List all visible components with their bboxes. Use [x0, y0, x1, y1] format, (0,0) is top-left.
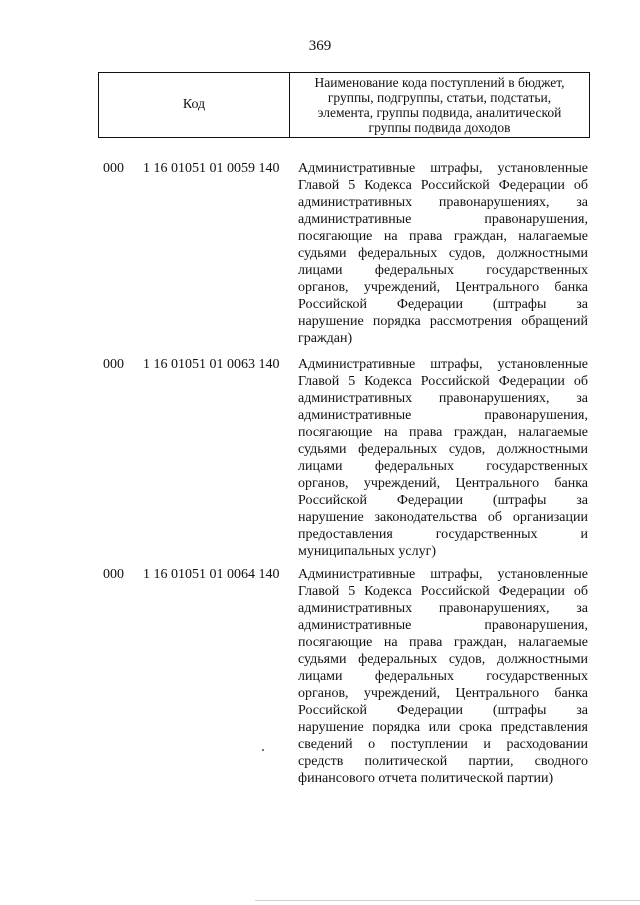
admin-code: 000	[103, 161, 124, 176]
description-line: лицами федеральных государственных	[298, 459, 588, 474]
description-line: Главой 5 Кодекса Российской Федерации об	[298, 374, 588, 389]
description-line: органов, учреждений, Центрального банка	[298, 280, 588, 295]
description-line: административные правонарушения,	[298, 408, 588, 423]
description-line: административных правонарушениях, за	[298, 601, 588, 616]
header-name-line: Наименование кода поступлений в бюджет,	[314, 75, 565, 90]
description-line: Административные штрафы, установленные	[298, 357, 588, 372]
description-line: нарушение законодательства об организации	[298, 510, 588, 525]
income-description	[298, 356, 588, 560]
admin-code: 000	[103, 567, 124, 582]
admin-code: 000	[103, 357, 124, 372]
description-line: муниципальных услуг)	[298, 544, 437, 559]
income-code: 1 16 01051 01 0059 140	[143, 161, 280, 176]
header-name-cell	[290, 73, 589, 137]
description-line: административных правонарушениях, за	[298, 195, 588, 210]
description-line: административные правонарушения,	[298, 618, 588, 633]
description-line: Главой 5 Кодекса Российской Федерации об	[298, 178, 588, 193]
income-description	[298, 160, 588, 347]
income-description	[298, 566, 588, 787]
income-code: 1 16 01051 01 0064 140	[143, 567, 280, 582]
scan-speck	[262, 749, 264, 751]
description-line: Главой 5 Кодекса Российской Федерации об	[298, 584, 588, 599]
description-line: Административные штрафы, установленные	[298, 567, 588, 582]
header-name-line: группы подвида доходов	[368, 120, 511, 135]
income-code: 1 16 01051 01 0063 140	[143, 357, 280, 372]
description-line: судьями федеральных судов, должностными	[298, 652, 588, 667]
description-line: лицами федеральных государственных	[298, 669, 588, 684]
description-line: посягающие на права граждан, налагаемые	[298, 635, 588, 650]
description-line: финансового отчета политической партии)	[298, 771, 554, 786]
description-line: Российской Федерации (штрафы за	[298, 493, 588, 508]
description-line: сведений о поступлении и расходовании	[298, 737, 588, 752]
description-line: органов, учреждений, Центрального банка	[298, 476, 588, 491]
description-line: нарушение порядка или срока представления	[298, 720, 588, 735]
description-line: граждан)	[298, 331, 353, 346]
header-name-line: группы, подгруппы, статьи, подстатьи,	[327, 90, 552, 105]
description-line: лицами федеральных государственных	[298, 263, 588, 278]
description-line: нарушение порядка рассмотрения обращений	[298, 314, 588, 329]
description-line: судьями федеральных судов, должностными	[298, 442, 588, 457]
page-edge-line	[255, 900, 640, 901]
description-line: административных правонарушениях, за	[298, 391, 588, 406]
description-line: предоставления государственных и	[298, 527, 588, 542]
header-code-cell: Код	[99, 73, 290, 137]
description-line: органов, учреждений, Центрального банка	[298, 686, 588, 701]
header-name-line: элемента, группы подвида, аналитической	[317, 105, 562, 120]
description-line: административные правонарушения,	[298, 212, 588, 227]
description-line: Российской Федерации (штрафы за	[298, 297, 588, 312]
description-line: Административные штрафы, установленные	[298, 161, 588, 176]
description-line: Российской Федерации (штрафы за	[298, 703, 588, 718]
description-line: посягающие на права граждан, налагаемые	[298, 425, 588, 440]
page-number: 369	[308, 38, 332, 54]
description-line: средств политической партии, сводного	[298, 754, 588, 769]
description-line: судьями федеральных судов, должностными	[298, 246, 588, 261]
description-line: посягающие на права граждан, налагаемые	[298, 229, 588, 244]
table-header	[98, 72, 590, 138]
